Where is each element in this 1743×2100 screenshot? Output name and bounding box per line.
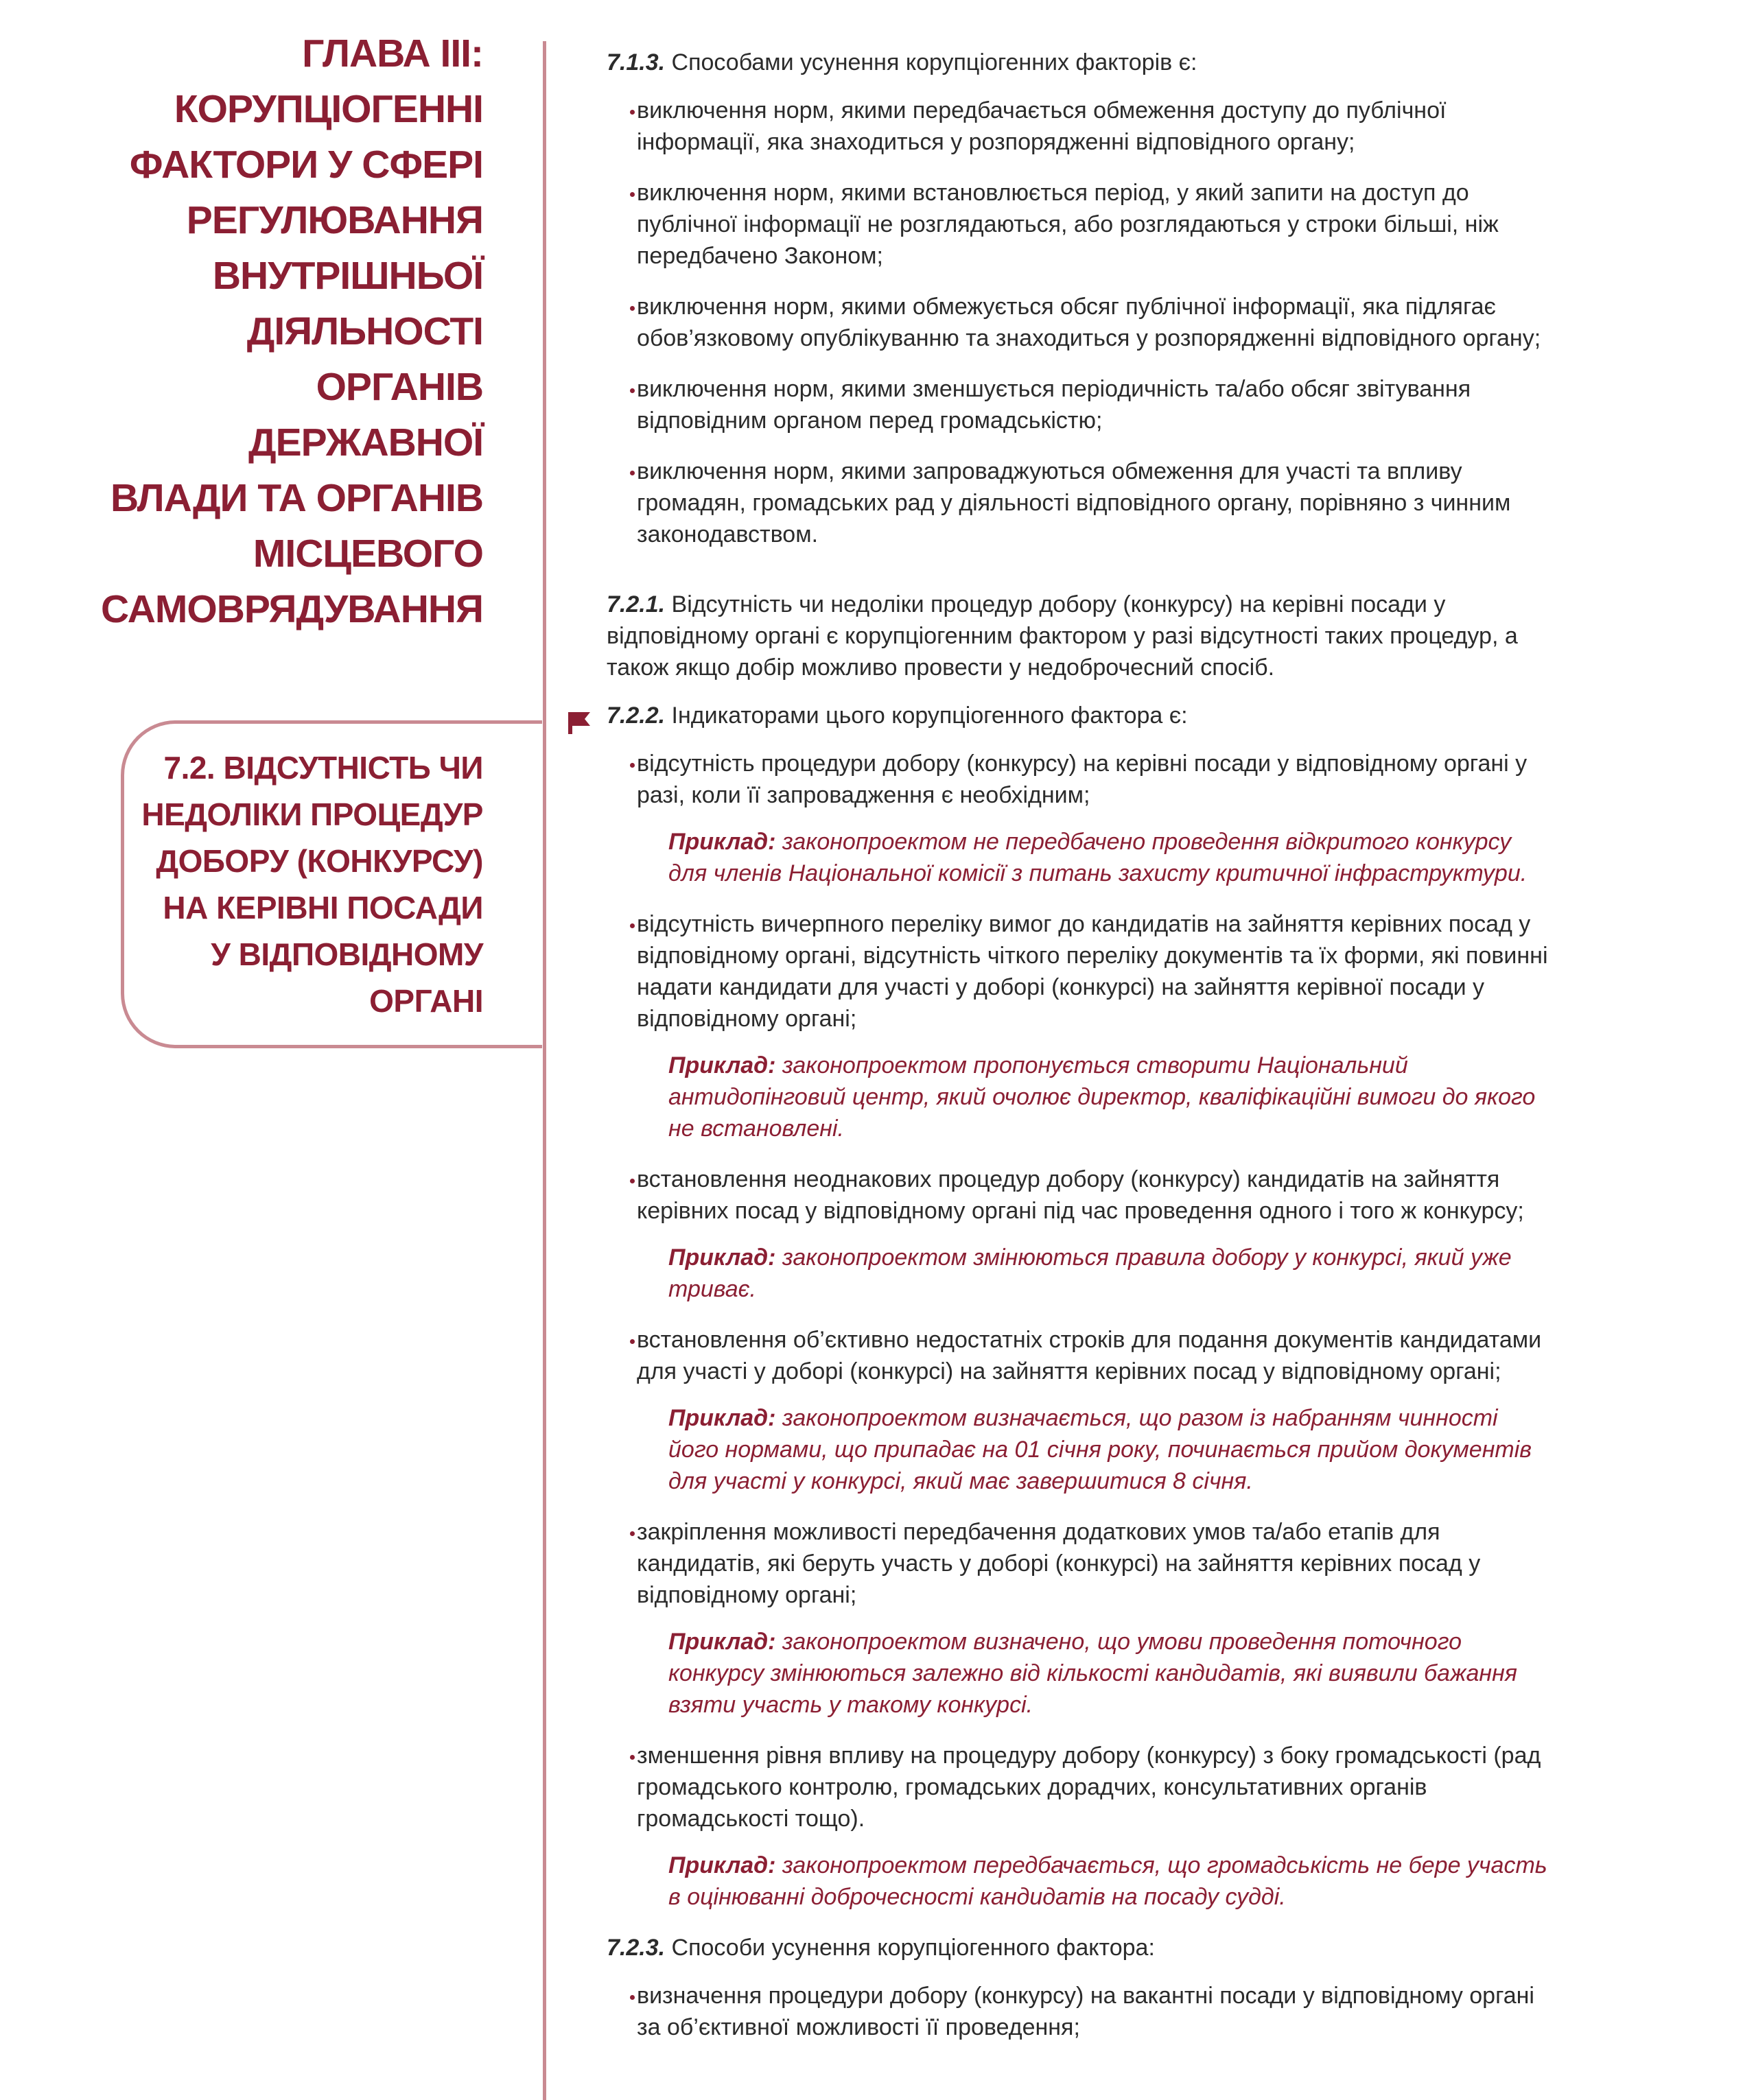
list-item: виключення норм, якими запроваджуються обмеження для участі та впливу громадян, громадських рад у діяльності відповідного органу, порівняно з чинним законодавством. [607, 456, 1548, 550]
section-title-line: У ВІДПОВІДНОМУ [211, 936, 483, 972]
paragraph-text: Способи усунення корупціогенного фактора: [665, 1935, 1155, 1961]
example-label: Приклад: [668, 1852, 776, 1878]
paragraph-text: Відсутність чи недоліки процедур добору (конкурсу) на керівні посади у відповідному органі є корупціогенним фактором у разі відсутності таких процедур, а також якщо добір можливо провести у недоброчесний спосіб. [607, 591, 1518, 681]
bullet-list [607, 1324, 1548, 1387]
example-label: Приклад: [668, 1052, 776, 1078]
list-item: відсутність процедури добору (конкурсу) на керівні посади у відповідному органі у разі, коли її запровадження є необхідним; [607, 748, 1548, 811]
list-item: встановлення об’єктивно недостатніх строків для подання документів кандидатами для участі у доборі (конкурсі) на зайняття керівних посад у відповідному органі; [607, 1324, 1548, 1387]
chapter-title [30, 26, 483, 637]
chapter-title-line: САМОВРЯДУВАННЯ [100, 587, 483, 631]
bullet-list [607, 1740, 1548, 1834]
paragraph-7-2-1 [607, 589, 1548, 683]
example-note [668, 1850, 1548, 1913]
divider-line [543, 41, 546, 2100]
section-title-line: НА КЕРІВНІ ПОСАДИ [163, 890, 483, 925]
chapter-title-line: ФАКТОРИ У СФЕРІ [129, 143, 483, 187]
bullet-list [607, 95, 1548, 550]
list-item: закріплення можливості передбачення додаткових умов та/або етапів для кандидатів, які беруть участь у доборі (конкурсі) на зайняття керівних посад у відповідному органі; [607, 1516, 1548, 1611]
example-text: законопроектом передбачається, що громадськість не бере участь в оцінюванні доброчесності кандидатів на посаду судді. [668, 1852, 1547, 1910]
list-item: зменшення рівня впливу на процедуру добору (конкурсу) з боку громадськості (рад громадського контролю, громадських дорадчих, консультативних органів громадськості тощо). [607, 1740, 1548, 1834]
example-text: законопроектом змінюються правила добору у конкурсі, який уже триває. [668, 1244, 1512, 1302]
bullet-list [607, 908, 1548, 1035]
example-text: законопроектом визначено, що умови проведення поточного конкурсу змінюються залежно від кількості кандидатів, які виявили бажання взяти участь у такому конкурсі. [668, 1629, 1517, 1718]
section-title-line: 7.2. ВІДСУТНІСТЬ ЧИ [163, 750, 483, 786]
example-note [668, 826, 1548, 889]
bullet-list [607, 1980, 1548, 2043]
example-label: Приклад: [668, 1405, 776, 1431]
example-text: законопроектом пропонується створити Національний антидопінговий центр, який очолює директор, кваліфікаційні вимоги до якого не встановлені. [668, 1052, 1536, 1142]
example-label: Приклад: [668, 1629, 776, 1655]
chapter-title-line: ВЛАДИ ТА ОРГАНІВ [110, 476, 483, 520]
example-label: Приклад: [668, 829, 776, 855]
chapter-title-line: МІСЦЕВОГО [253, 532, 483, 576]
list-item: виключення норм, якими обмежується обсяг публічної інформації, яка підлягає обов’язковому опублікуванню та знаходиться у розпорядженні відповідного органу; [607, 291, 1548, 354]
section-title-line: ОРГАНІ [369, 983, 483, 1019]
list-item: виключення норм, якими передбачається обмеження доступу до публічної інформації, яка знаходиться у розпорядженні відповідного органу; [607, 95, 1548, 158]
chapter-title-line: КОРУПЦІОГЕННІ [174, 87, 483, 131]
chapter-title-line: ГЛАВА III: [302, 32, 483, 75]
main-content [607, 47, 1548, 2062]
bullet-list [607, 1516, 1548, 1611]
paragraph-7-2-2 [607, 700, 1548, 731]
chapter-title-line: ДІЯЛЬНОСТІ [246, 309, 483, 353]
bullet-list [607, 748, 1548, 811]
list-item: виключення норм, якими встановлюється період, у який запити на доступ до публічної інформації не розглядаються, або розглядаються у строки більші, ніж передбачено Законом; [607, 177, 1548, 272]
example-note [668, 1626, 1548, 1721]
example-text: законопроектом не передбачено проведення відкритого конкурсу для членів Національної комісії з питань захисту критичної інфраструктури. [668, 829, 1528, 886]
example-text: законопроектом визначається, що разом із набранням чинності його нормами, що припадає на 01 січня року, починається прийом документів для участі у конкурсі, який має завершитися 8 січня. [668, 1405, 1532, 1494]
section-title [71, 744, 483, 1024]
example-note [668, 1050, 1548, 1144]
paragraph-7-1-3 [607, 47, 1548, 78]
chapter-title-line: РЕГУЛЮВАННЯ [186, 198, 483, 242]
example-label: Приклад: [668, 1244, 776, 1271]
bullet-list [607, 1164, 1548, 1227]
example-note [668, 1242, 1548, 1305]
paragraph-text: Індикаторами цього корупціогенного фактора є: [665, 703, 1188, 729]
list-item: визначення процедури добору (конкурсу) на вакантні посади у відповідному органі за об’єктивної можливості її проведення; [607, 1980, 1548, 2043]
list-item: встановлення неоднакових процедур добору (конкурсу) кандидатів на зайняття керівних посад у відповідному органі під час проведення одного і того ж конкурсу; [607, 1164, 1548, 1227]
list-item: відсутність вичерпного переліку вимог до кандидатів на зайняття керівних посад у відповідному органі, відсутність чіткого переліку документів та їх форми, які повинні надати кандидати для участі у доборі (конкурсі) на зайняття керівної посади у відповідному органі; [607, 908, 1548, 1035]
paragraph-number: 7.2.3. [607, 1935, 666, 1961]
paragraph-number: 7.2.2. [607, 703, 666, 729]
list-item: виключення норм, якими зменшується періодичність та/або обсяг звітування відповідним органом перед громадськістю; [607, 373, 1548, 436]
chapter-title-line: ВНУТРІШНЬОЇ [212, 254, 483, 298]
paragraph-number: 7.1.3. [607, 49, 666, 75]
paragraph-7-2-3 [607, 1932, 1548, 1963]
example-note [668, 1402, 1548, 1497]
chapter-title-line: ДЕРЖАВНОЇ [248, 421, 483, 464]
paragraph-text: Способами усунення корупціогенних факторів є: [665, 49, 1197, 75]
chapter-title-line: ОРГАНІВ [316, 365, 483, 409]
section-title-line: НЕДОЛІКИ ПРОЦЕДУР [141, 797, 483, 832]
section-title-line: ДОБОРУ (КОНКУРСУ) [156, 843, 483, 879]
paragraph-number: 7.2.1. [607, 591, 666, 617]
bookmark-flag-icon [567, 711, 592, 734]
